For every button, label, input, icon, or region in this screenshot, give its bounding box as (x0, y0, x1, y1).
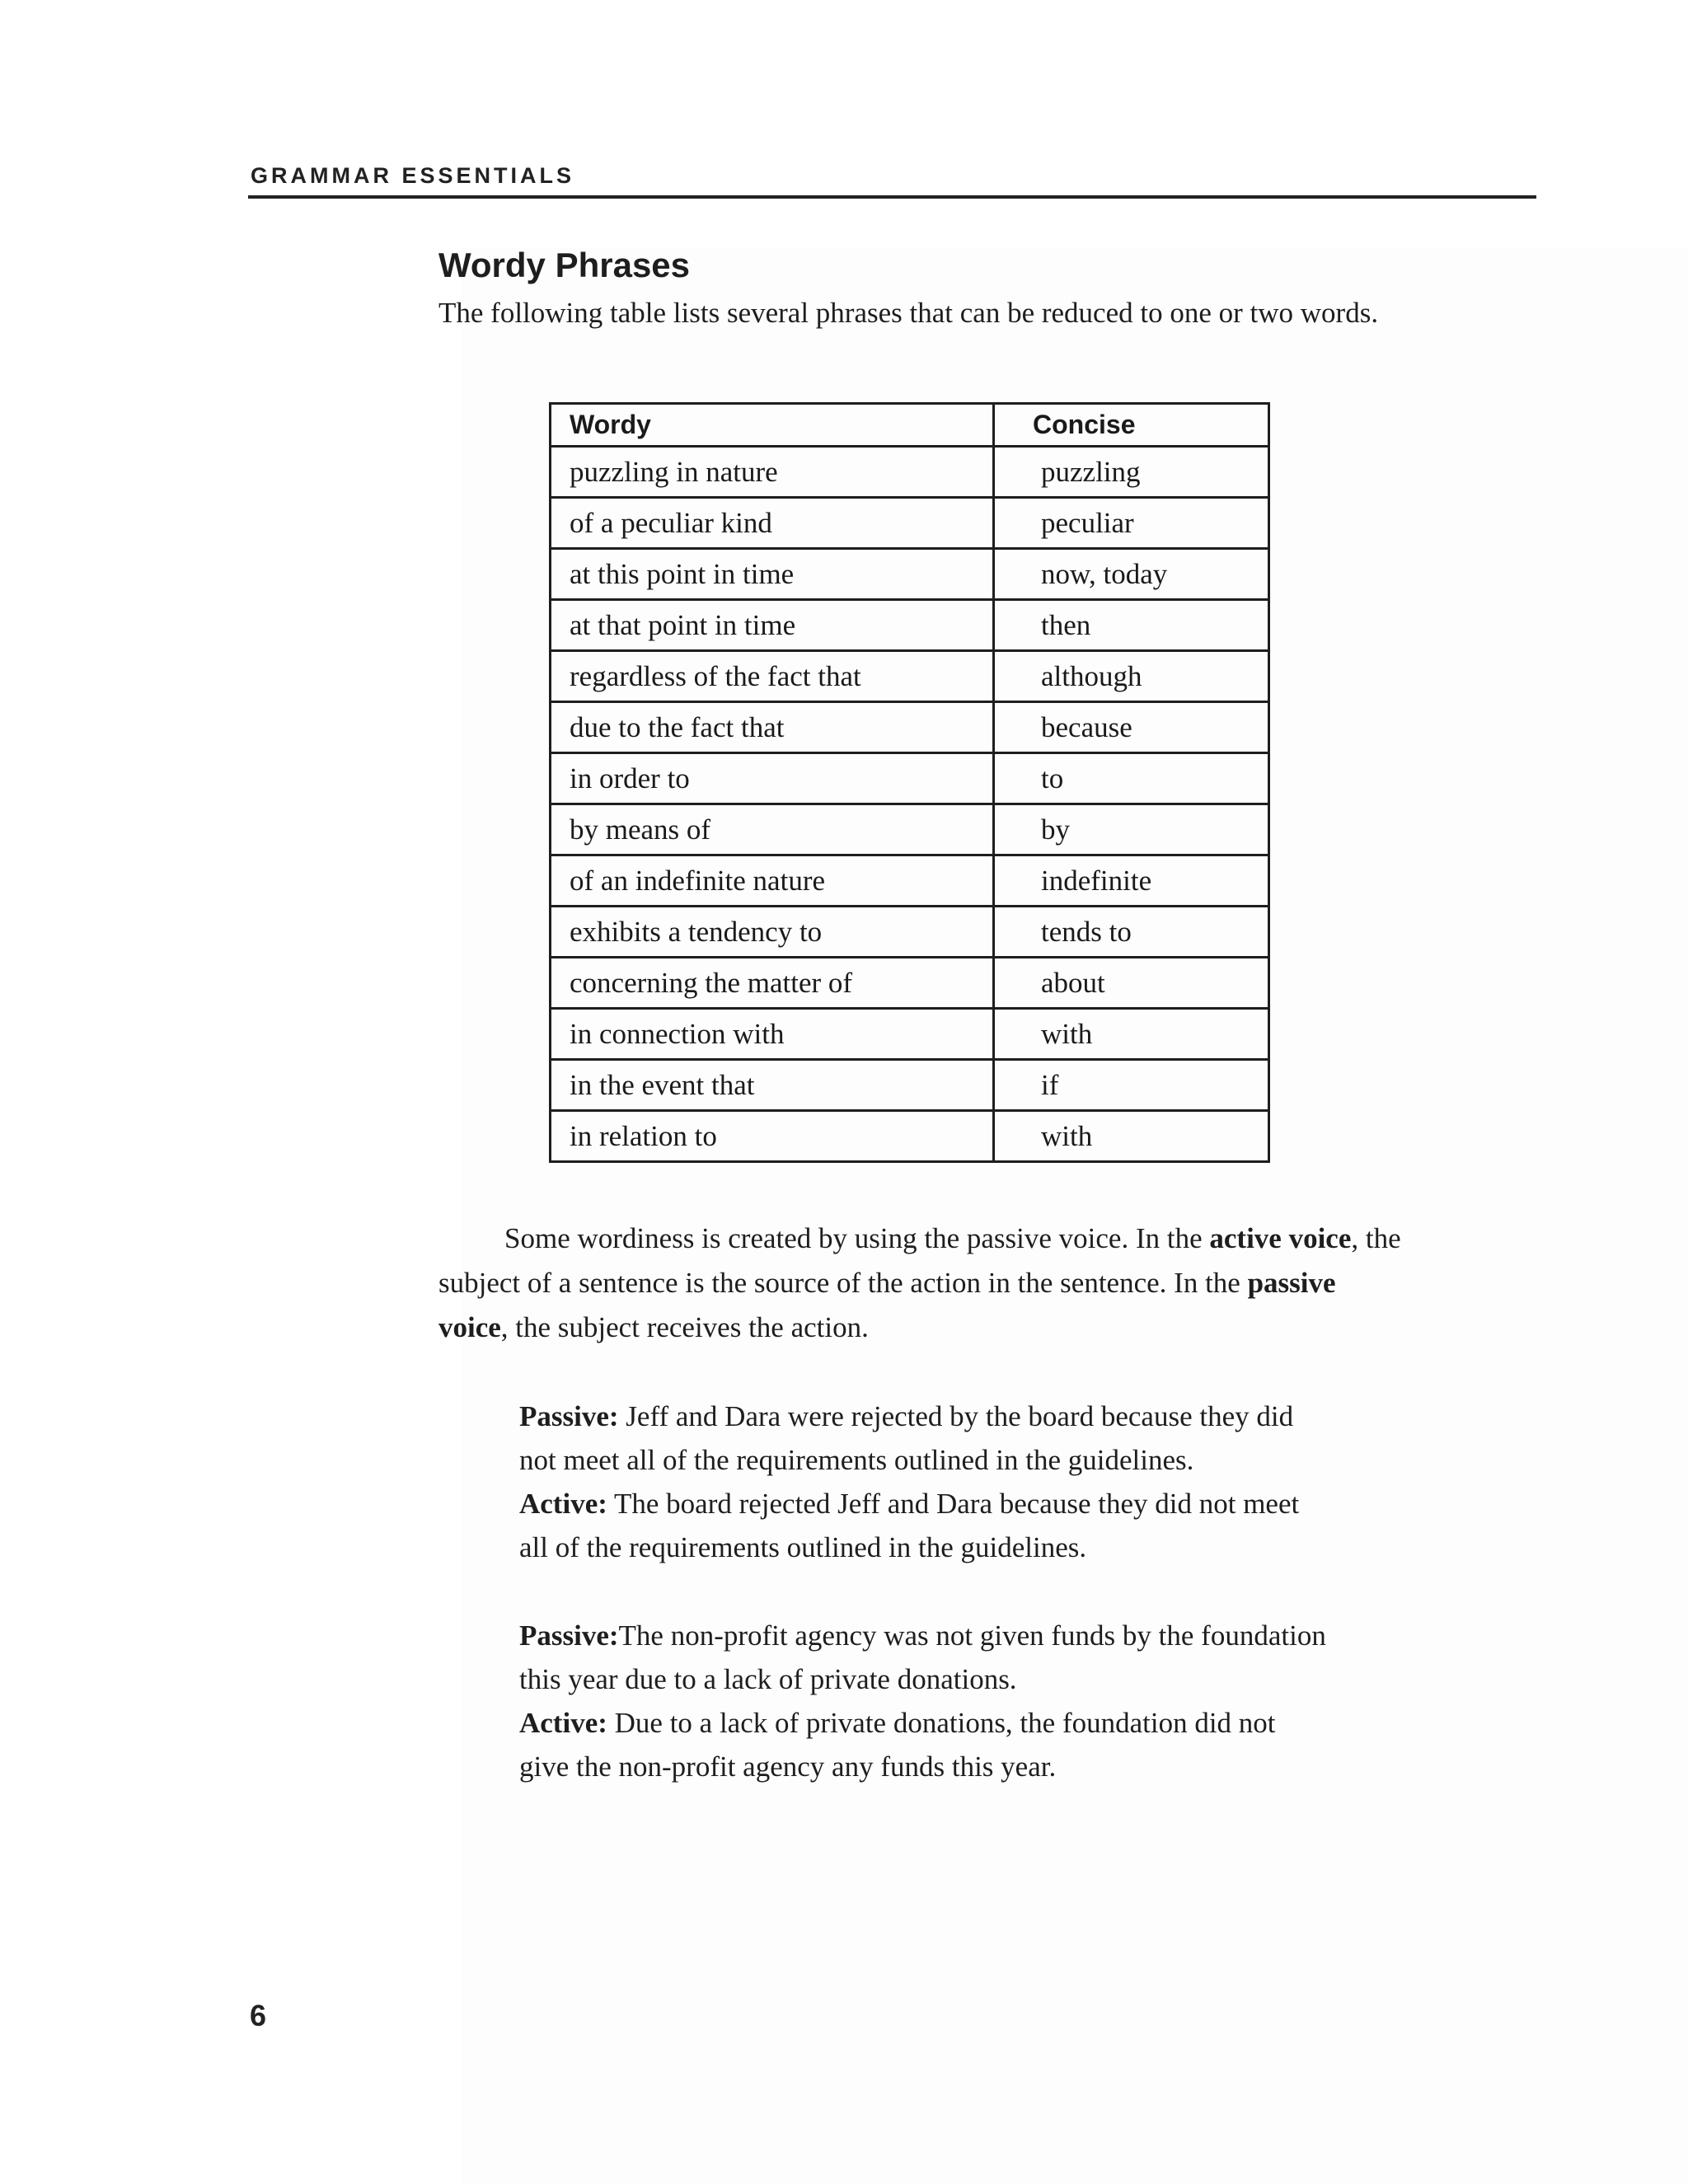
concise-cell: if (994, 1060, 1269, 1111)
active-example (519, 1701, 1327, 1788)
concise-cell: because (994, 702, 1269, 753)
passive-label: Passive: (519, 1400, 619, 1432)
table-row (551, 753, 1269, 804)
paragraph-text: , the subject of a sentence is the source of the action in the sentence. In the (438, 1222, 1401, 1299)
header-rule (248, 195, 1536, 199)
wordy-cell: puzzling in nature (551, 447, 994, 498)
concise-cell: tends to (994, 907, 1269, 958)
table-row (551, 447, 1269, 498)
table-row (551, 1111, 1269, 1162)
passive-example (519, 1394, 1327, 1482)
table-row (551, 651, 1269, 702)
table-row (551, 804, 1269, 855)
active-example-text: The board rejected Jeff and Dara because they did not meet all of the requirements outlined in the guidelines. (519, 1488, 1300, 1563)
table-row (551, 958, 1269, 1009)
wordy-cell: in relation to (551, 1111, 994, 1162)
term-passive-voice: passive voice (438, 1267, 1336, 1343)
concise-cell: puzzling (994, 447, 1269, 498)
section-intro: The following table lists several phrases that can be reduced to one or two words. (438, 297, 1379, 329)
passive-voice-paragraph (438, 1216, 1403, 1350)
example-block (519, 1614, 1327, 1788)
wordy-cell: in order to (551, 753, 994, 804)
active-example-text: Due to a lack of private donations, the foundation did not give the non-profit agency any funds this year. (519, 1707, 1276, 1783)
wordy-cell: at this point in time (551, 549, 994, 600)
wordy-cell: regardless of the fact that (551, 651, 994, 702)
table-row (551, 1009, 1269, 1060)
section-title: Wordy Phrases (438, 246, 691, 284)
table-row (551, 907, 1269, 958)
wordy-cell: of a peculiar kind (551, 498, 994, 549)
example-block (519, 1394, 1327, 1569)
table-row (551, 498, 1269, 549)
table-row (551, 702, 1269, 753)
wordy-cell: exhibits a tendency to (551, 907, 994, 958)
column-header-wordy: Wordy (551, 404, 994, 447)
table-row (551, 600, 1269, 651)
concise-cell: by (994, 804, 1269, 855)
concise-cell: to (994, 753, 1269, 804)
wordy-cell: by means of (551, 804, 994, 855)
passive-example (519, 1614, 1327, 1701)
table-row (551, 1060, 1269, 1111)
wordy-cell: in the event that (551, 1060, 994, 1111)
active-label: Active: (519, 1488, 607, 1520)
wordy-cell: of an indefinite nature (551, 855, 994, 907)
passive-example-text: The non-profit agency was not given funds by the foundation this year due to a lack of private donations. (519, 1619, 1326, 1695)
concise-cell: with (994, 1009, 1269, 1060)
concise-cell: peculiar (994, 498, 1269, 549)
wordy-cell: due to the fact that (551, 702, 994, 753)
table-row (551, 549, 1269, 600)
concise-cell: now, today (994, 549, 1269, 600)
running-header: GRAMMAR ESSENTIALS (251, 163, 575, 188)
concise-cell: about (994, 958, 1269, 1009)
concise-cell: then (994, 600, 1269, 651)
table-row (551, 855, 1269, 907)
table-header-row (551, 404, 1269, 447)
active-example (519, 1482, 1327, 1569)
wordy-cell: concerning the matter of (551, 958, 994, 1009)
wordy-cell: at that point in time (551, 600, 994, 651)
passive-label: Passive: (519, 1619, 619, 1652)
page-number: 6 (250, 1999, 267, 2032)
passive-example-text: Jeff and Dara were rejected by the board because they did not meet all of the requirements outlined in the guidelines. (519, 1400, 1294, 1476)
active-label: Active: (519, 1707, 607, 1739)
wordy-concise-table (549, 402, 1270, 1163)
concise-cell: with (994, 1111, 1269, 1162)
paragraph-text: , the subject receives the action. (500, 1311, 869, 1343)
term-active-voice: active voice (1209, 1222, 1352, 1254)
wordy-cell: in connection with (551, 1009, 994, 1060)
column-header-concise: Concise (994, 404, 1269, 447)
paragraph-text: Some wordiness is created by using the passive voice. In the (504, 1222, 1210, 1254)
concise-cell: indefinite (994, 855, 1269, 907)
concise-cell: although (994, 651, 1269, 702)
